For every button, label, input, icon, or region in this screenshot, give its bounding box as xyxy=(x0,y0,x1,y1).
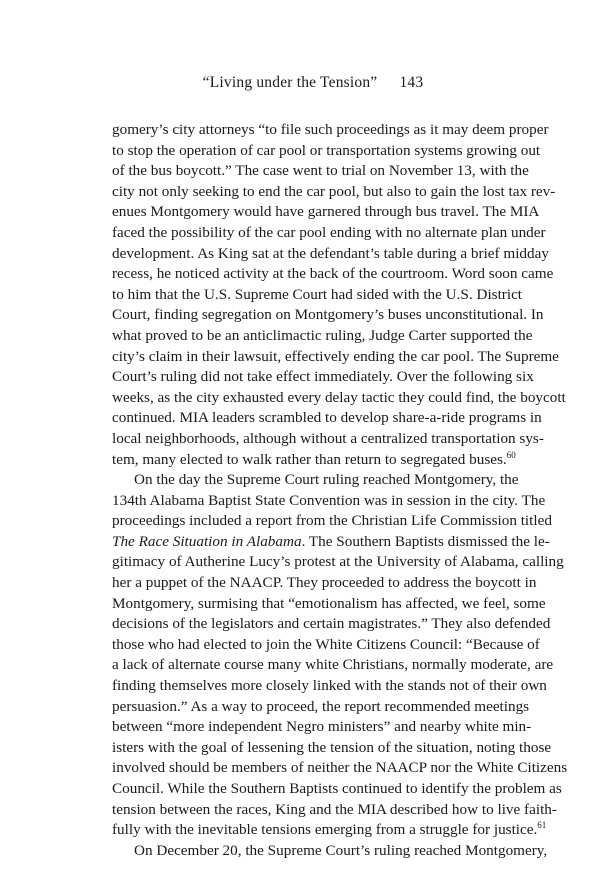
text-line xyxy=(112,161,529,182)
line-text: decisions of the legislators and certain magistrates.” They also defended xyxy=(112,615,551,633)
text-line xyxy=(112,676,547,697)
text-line xyxy=(112,367,534,388)
text-line xyxy=(112,429,544,450)
body-text xyxy=(112,120,568,861)
footnote-marker: 61 xyxy=(537,820,547,831)
line-text: her a puppet of the NAACP. They proceeded to address the boycott in xyxy=(112,574,537,592)
text-line xyxy=(112,182,556,203)
line-text: fully with the inevitable tensions emerging from a struggle for justice. xyxy=(112,821,538,839)
line-text: local neighborhoods, although without a centralized transportation sys- xyxy=(112,429,544,447)
line-text: between “more independent Negro ministers” and nearby white min- xyxy=(112,718,532,736)
line-text: city’s claim in their lawsuit, effectively ending the car pool. The Supreme xyxy=(112,347,559,365)
line-text: recess, he noticed activity at the back of the courtroom. Word soon came xyxy=(112,265,554,283)
line-text: a lack of alternate course many white Christians, normally moderate, are xyxy=(112,656,554,674)
text-line xyxy=(112,552,564,573)
line-text: On December 20, the Supreme Court’s ruling reached Montgomery, xyxy=(134,841,548,859)
text-line xyxy=(112,264,554,285)
text-line xyxy=(112,388,566,409)
line-text: persuasion.” As a way to proceed, the report recommended meetings xyxy=(112,697,530,715)
text-line xyxy=(112,202,540,223)
line-text: tem, many elected to walk rather than return to segregated buses. xyxy=(112,450,507,468)
line-text: enues Montgomery would have garnered through bus travel. The MIA xyxy=(112,203,540,221)
text-line xyxy=(112,511,552,532)
text-line xyxy=(112,655,554,676)
text-line xyxy=(112,800,557,821)
line-text: of the bus boycott.” The case went to trial on November 13, with the xyxy=(112,162,529,180)
line-text: Council. While the Southern Baptists continued to identify the problem as xyxy=(112,780,562,797)
line-text: On the day the Supreme Court ruling reached Montgomery, the xyxy=(134,471,519,489)
text-line xyxy=(112,326,533,347)
text-line xyxy=(112,470,519,491)
text-line xyxy=(112,120,549,141)
text-line xyxy=(112,450,514,471)
text-line xyxy=(112,532,550,553)
line-text: to him that the U.S. Supreme Court had sided with the U.S. District xyxy=(112,285,523,303)
line-text: finding themselves more closely linked with the stands not of their own xyxy=(112,677,547,695)
line-text: gomery’s city attorneys “to file such proceedings as it may deem proper xyxy=(112,121,549,138)
running-head xyxy=(112,74,514,92)
italic-title: The Race Situation in Alabama xyxy=(112,532,302,550)
text-line xyxy=(112,841,548,862)
text-line xyxy=(112,717,532,738)
line-text: those who had elected to join the White Citizens Council: “Because of xyxy=(112,635,540,653)
line-text: development. As King sat at the defendant’s table during a brief midday xyxy=(112,244,549,262)
text-line xyxy=(112,614,551,635)
text-line xyxy=(112,758,568,779)
line-text: what proved to be an anticlimactic ruling, Judge Carter supported the xyxy=(112,326,533,344)
text-line xyxy=(112,573,537,594)
footnote-marker: 60 xyxy=(506,449,516,460)
line-text: 134th Alabama Baptist State Convention was in session in the city. The xyxy=(112,491,546,509)
text-line xyxy=(112,491,546,512)
line-text: faced the possibility of the car pool ending with no alternate plan under xyxy=(112,223,546,241)
text-line xyxy=(112,244,549,265)
line-text: to stop the operation of car pool or transportation systems growing out xyxy=(112,141,541,159)
text-line xyxy=(112,635,540,656)
text-line xyxy=(112,408,542,429)
page-number: 143 xyxy=(399,74,424,91)
line-text: Montgomery, surmising that “emotionalism has affected, we feel, some xyxy=(112,594,546,612)
line-text: Court’s ruling did not take effect immediately. Over the following six xyxy=(112,368,534,386)
text-line xyxy=(112,347,559,368)
line-text: proceedings included a report from the Christian Life Commission titled xyxy=(112,512,552,530)
line-text: city not only seeking to end the car pool, but also to gain the lost tax rev- xyxy=(112,182,556,200)
line-text: Court, finding segregation on Montgomery’s buses unconstitutional. In xyxy=(112,306,544,324)
text-line xyxy=(112,223,546,244)
running-head-title: “Living under the Tension” xyxy=(202,74,378,91)
line-text: gitimacy of Autherine Lucy’s protest at the University of Alabama, calling xyxy=(112,553,564,571)
text-line xyxy=(112,305,544,326)
line-text: involved should be members of neither the NAACP nor the White Citizens xyxy=(112,759,568,777)
text-line xyxy=(112,779,562,800)
text-line xyxy=(112,141,541,162)
text-line xyxy=(112,697,530,718)
text-line xyxy=(112,820,547,841)
line-text: continued. MIA leaders scrambled to develop share-a-ride programs in xyxy=(112,409,542,427)
line-text: tension between the races, King and the MIA described how to live faith- xyxy=(112,800,557,818)
line-text: . The Southern Baptists dismissed the le- xyxy=(301,532,550,550)
line-text: isters with the goal of lessening the tension of the situation, noting those xyxy=(112,738,552,756)
line-text: weeks, as the city exhausted every delay tactic they could find, the boycott xyxy=(112,388,566,406)
text-line xyxy=(112,594,546,615)
text-line xyxy=(112,738,552,759)
text-line xyxy=(112,285,523,306)
